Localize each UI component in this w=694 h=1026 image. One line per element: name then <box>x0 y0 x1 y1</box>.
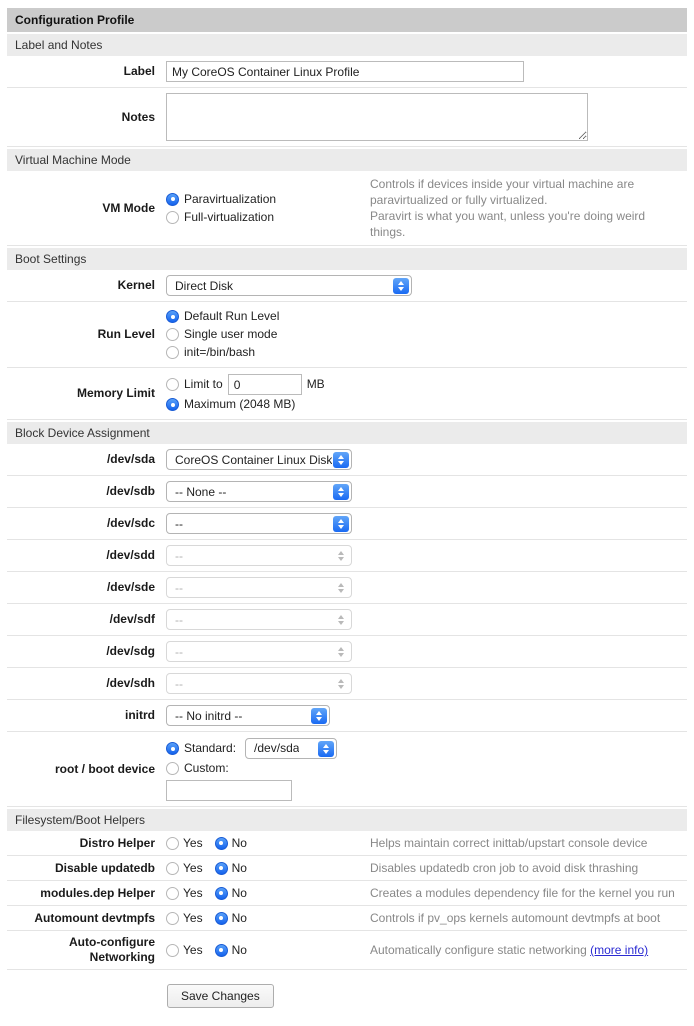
dev-sda-select-value: CoreOS Container Linux Disk <box>175 452 333 467</box>
vm-mode-caption: VM Mode <box>102 200 155 215</box>
section-label-and-notes: Label and Notes <box>7 34 687 56</box>
auto-configure-networking-caption: Auto-configure Networking <box>69 935 155 964</box>
select-stepper-icon <box>333 612 349 628</box>
select-stepper-icon <box>333 580 349 596</box>
memory-limit-unit: MB <box>306 377 325 391</box>
disable-updatedb-caption: Disable updatedb <box>54 860 155 875</box>
distro-helper-help: Helps maintain correct inittab/upstart console device <box>370 836 648 850</box>
radio-custom-icon[interactable] <box>166 762 179 775</box>
run-level-option-label: init=/bin/bash <box>184 345 256 359</box>
row-dev-sdg <box>7 636 687 668</box>
vm-mode-option-label: Full-virtualization <box>184 209 275 224</box>
dev-sde-caption: /dev/sde <box>106 580 155 594</box>
memory-limit-option-maximum[interactable] <box>166 396 325 413</box>
run-level-caption: Run Level <box>97 327 155 341</box>
memory-limit-limit-label: Limit to <box>184 377 223 391</box>
section-block-device-assignment: Block Device Assignment <box>7 422 687 444</box>
run-level-option-single-user[interactable] <box>166 326 279 343</box>
row-notes <box>7 88 687 147</box>
vm-mode-help-line2: Paravirt is what you want, unless you're doing weird things. <box>370 209 646 239</box>
vm-mode-help-line1: Controls if devices inside your virtual machine are paravirtualized or fully virtualized. <box>370 177 635 207</box>
section-boot-settings: Boot Settings <box>7 248 687 270</box>
radio-modules-dep-no-icon[interactable] <box>215 887 228 900</box>
root-device-select[interactable] <box>245 738 337 759</box>
dev-sdd-select <box>166 545 352 566</box>
notes-field-caption: Notes <box>121 109 155 124</box>
select-stepper-icon <box>333 548 349 564</box>
auto-configure-help-text: Automatically configure static networking <box>370 943 587 957</box>
kernel-caption: Kernel <box>117 278 155 292</box>
radio-autoconf-yes-icon[interactable] <box>166 944 179 957</box>
memory-limit-caption: Memory Limit <box>76 386 155 400</box>
modules-dep-help: Creates a modules dependency file for the kernel you run <box>370 886 675 900</box>
root-boot-standard-label: Standard: <box>184 741 237 755</box>
more-info-link[interactable]: (more info) <box>590 943 649 957</box>
dev-sdc-select-value: -- <box>175 516 183 531</box>
select-stepper-icon <box>318 741 334 757</box>
auto-configure-networking-help <box>370 942 687 958</box>
no-label: No <box>231 886 247 900</box>
row-initrd <box>7 700 687 732</box>
row-distro-helper <box>7 831 687 856</box>
dev-sdh-select <box>166 673 352 694</box>
select-stepper-icon <box>333 516 349 532</box>
no-label: No <box>231 911 247 925</box>
run-level-option-default[interactable] <box>166 308 279 325</box>
radio-distro-helper-yes-icon[interactable] <box>166 837 179 850</box>
row-modules-dep-helper <box>7 881 687 906</box>
run-level-option-init-bash[interactable] <box>166 344 279 361</box>
vm-mode-help <box>370 176 687 240</box>
dev-sdb-select[interactable] <box>166 481 352 502</box>
dev-sde-select-value: -- <box>175 580 183 595</box>
radio-automount-no-icon[interactable] <box>215 912 228 925</box>
no-label: No <box>231 943 247 957</box>
dev-sdh-select-value: -- <box>175 676 183 691</box>
kernel-select-value: Direct Disk <box>175 278 234 293</box>
dev-sdd-caption: /dev/sdd <box>106 548 155 562</box>
memory-limit-input[interactable] <box>228 374 302 395</box>
automount-devtmpfs-caption: Automount devtmpfs <box>34 910 155 925</box>
radio-full-virtualization-icon[interactable] <box>166 211 179 224</box>
radio-distro-helper-no-icon[interactable] <box>215 837 228 850</box>
row-automount-devtmpfs <box>7 906 687 931</box>
dev-sdd-select-value: -- <box>175 548 183 563</box>
distro-helper-caption: Distro Helper <box>79 835 155 850</box>
select-stepper-icon <box>311 708 327 724</box>
dev-sdf-select <box>166 609 352 630</box>
vm-mode-option-label: Paravirtualization <box>184 191 277 206</box>
save-row <box>7 970 687 1026</box>
dev-sdg-select <box>166 641 352 662</box>
memory-limit-max-label: Maximum (2048 MB) <box>184 397 296 411</box>
dev-sdc-caption: /dev/sdc <box>106 516 155 530</box>
no-label: No <box>231 836 247 850</box>
row-dev-sde <box>7 572 687 604</box>
radio-automount-yes-icon[interactable] <box>166 912 179 925</box>
initrd-select[interactable] <box>166 705 330 726</box>
row-root-boot-device <box>7 732 687 807</box>
radio-limit-to-icon[interactable] <box>166 378 179 391</box>
root-boot-option-standard[interactable] <box>166 738 337 759</box>
row-dev-sdh <box>7 668 687 700</box>
root-boot-custom-label: Custom: <box>184 761 229 775</box>
dev-sdb-select-value: -- None -- <box>175 484 227 499</box>
yes-label: Yes <box>183 836 203 850</box>
initrd-select-value: -- No initrd -- <box>175 708 243 723</box>
radio-paravirtualization-icon[interactable] <box>166 193 179 206</box>
radio-default-run-level-icon[interactable] <box>166 310 179 323</box>
section-filesystem-boot-helpers: Filesystem/Boot Helpers <box>7 809 687 831</box>
root-boot-caption: root / boot device <box>54 761 155 776</box>
row-auto-configure-networking <box>7 931 687 970</box>
dev-sdf-caption: /dev/sdf <box>109 612 155 626</box>
run-level-option-label: Single user mode <box>184 327 278 341</box>
disable-updatedb-help: Disables updatedb cron job to avoid disk thrashing <box>370 861 639 875</box>
dev-sdf-select-value: -- <box>175 612 183 627</box>
dev-sdg-select-value: -- <box>175 644 183 659</box>
row-disable-updatedb <box>7 856 687 881</box>
radio-autoconf-no-icon[interactable] <box>215 944 228 957</box>
select-stepper-icon <box>393 278 409 294</box>
row-run-level <box>7 302 687 368</box>
memory-limit-option-limit[interactable] <box>166 374 325 395</box>
radio-modules-dep-yes-icon[interactable] <box>166 887 179 900</box>
vm-mode-option-paravirtualization[interactable] <box>166 191 370 208</box>
row-dev-sdd <box>7 540 687 572</box>
run-level-option-label: Default Run Level <box>184 309 280 323</box>
row-kernel <box>7 270 687 302</box>
row-memory-limit <box>7 368 687 420</box>
label-field-caption: Label <box>123 64 155 78</box>
automount-devtmpfs-help: Controls if pv_ops kernels automount devtmpfs at boot <box>370 911 661 925</box>
dev-sdh-caption: /dev/sdh <box>106 676 155 690</box>
dev-sda-select[interactable] <box>166 449 352 470</box>
radio-standard-icon[interactable] <box>166 742 179 755</box>
root-boot-option-custom[interactable] <box>166 760 337 777</box>
save-changes-button[interactable]: Save Changes <box>167 984 274 1008</box>
kernel-select[interactable] <box>166 275 412 296</box>
initrd-caption: initrd <box>125 708 155 722</box>
radio-single-user-mode-icon[interactable] <box>166 328 179 341</box>
yes-label: Yes <box>183 886 203 900</box>
vm-mode-option-full-virtualization[interactable] <box>166 209 370 226</box>
yes-label: Yes <box>183 943 203 957</box>
page-title: Configuration Profile <box>7 8 687 32</box>
root-device-select-value: /dev/sda <box>254 741 300 755</box>
row-dev-sdc <box>7 508 687 540</box>
yes-label: Yes <box>183 861 203 875</box>
radio-maximum-icon[interactable] <box>166 398 179 411</box>
no-label: No <box>231 861 247 875</box>
yes-label: Yes <box>183 911 203 925</box>
notes-textarea[interactable] <box>166 93 588 141</box>
section-virtual-machine-mode: Virtual Machine Mode <box>7 149 687 171</box>
dev-sdg-caption: /dev/sdg <box>106 644 155 658</box>
radio-disable-updatedb-yes-icon[interactable] <box>166 862 179 875</box>
radio-disable-updatedb-no-icon[interactable] <box>215 862 228 875</box>
select-stepper-icon <box>333 452 349 468</box>
select-stepper-icon <box>333 676 349 692</box>
dev-sde-select <box>166 577 352 598</box>
dev-sdb-caption: /dev/sdb <box>106 484 155 498</box>
select-stepper-icon <box>333 484 349 500</box>
select-stepper-icon <box>333 644 349 660</box>
row-dev-sda <box>7 444 687 476</box>
row-dev-sdf <box>7 604 687 636</box>
modules-dep-caption: modules.dep Helper <box>40 885 155 900</box>
row-vm-mode <box>7 171 687 246</box>
dev-sdc-select[interactable] <box>166 513 352 534</box>
radio-init-bin-bash-icon[interactable] <box>166 346 179 359</box>
row-dev-sdb <box>7 476 687 508</box>
row-label <box>7 56 687 88</box>
label-input[interactable] <box>166 61 524 82</box>
custom-root-device-input[interactable] <box>166 780 292 801</box>
dev-sda-caption: /dev/sda <box>106 452 155 466</box>
